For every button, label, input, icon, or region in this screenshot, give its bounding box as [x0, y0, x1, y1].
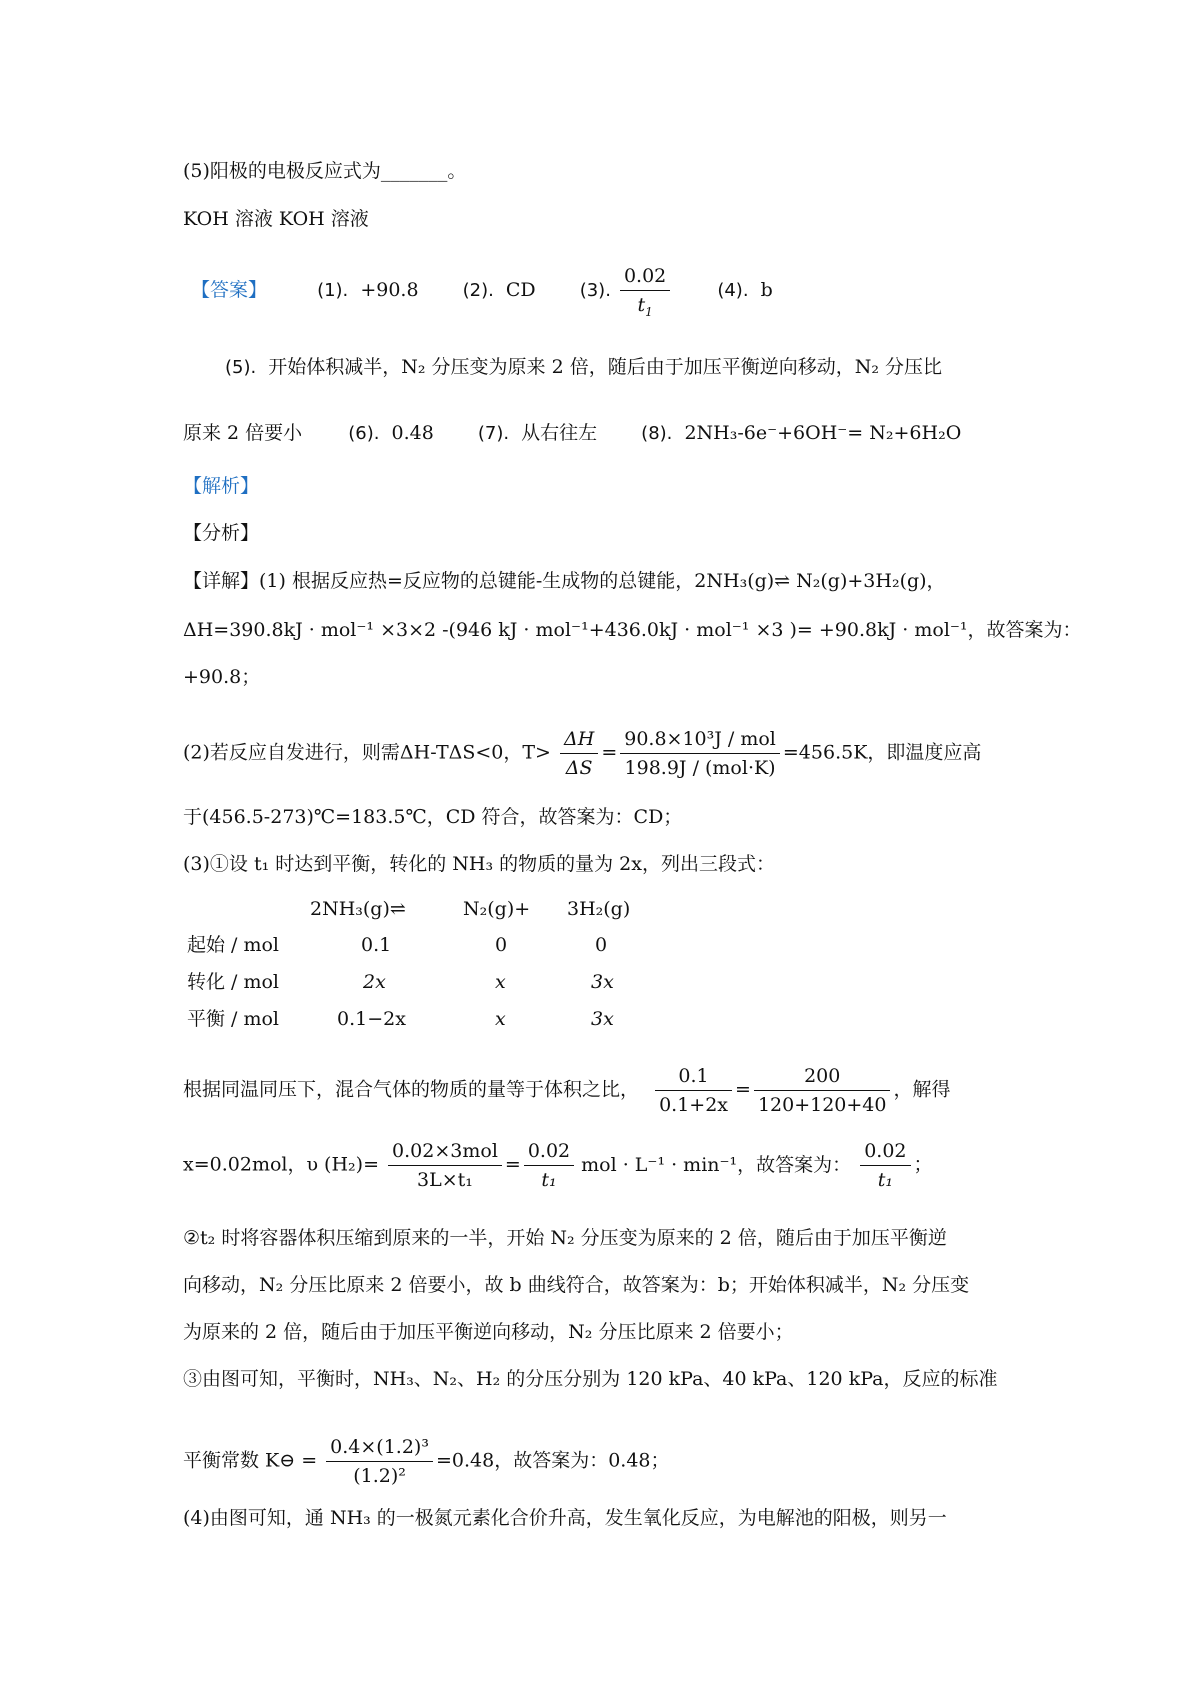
answer-3-denominator: $t_1$ — [637, 294, 653, 319]
answer-line-1 — [183, 265, 773, 319]
equilibrium-constant-result: =0.48，故答案为：0.48； — [435, 1449, 670, 1472]
answer-5-text-cont: 原来 2 倍要小 — [183, 422, 303, 444]
detail-line-3: +90.8； — [183, 666, 261, 688]
answer-5-line-1 — [225, 354, 942, 381]
answer-6-value: 0.48 — [391, 422, 434, 444]
answer-5-line-2 — [183, 420, 961, 447]
detail-line-9: ②t₂ 时将容器体积压缩到原来的一半，开始 N₂ 分压变为原来的 2 倍，随后由于加压平衡逆 — [183, 1227, 947, 1249]
rate-answer-numerator: 0.02 — [860, 1140, 910, 1166]
jiexi-heading: 【解析】 — [183, 475, 260, 497]
detail-line-1: 【详解】(1) 根据反应热=反应物的总键能-生成物的总键能，2NH₃(g)⇌ N₂(g)+3H₂(g)， — [183, 570, 946, 592]
solve-text: ，解得 — [893, 1078, 951, 1101]
answer-4-value: b — [760, 278, 773, 301]
volume-denominator: 120+120+40 — [757, 1094, 887, 1116]
table-cell: 0.1 — [361, 934, 392, 956]
mole-denominator: 0.1+2x — [659, 1094, 729, 1116]
table-row-label: 平衡 / mol — [187, 1008, 280, 1030]
volume-ratio-text: 根据同温同压下，混合气体的物质的量等于体积之比， — [183, 1078, 640, 1101]
detail-line-5: 于(456.5-273)℃=183.5℃，CD 符合，故答案为：CD； — [183, 806, 683, 828]
koh-label: KOH 溶液 KOH 溶液 — [183, 208, 369, 230]
answer-6-index: (6). — [348, 423, 380, 444]
table-cell: 0 — [495, 934, 508, 956]
table-cell: 3x — [591, 971, 614, 993]
answer-3-index: (3). — [579, 279, 611, 301]
answer-2-value: CD — [505, 278, 536, 301]
equilibrium-constant-fraction — [326, 1436, 433, 1487]
detail-line-7: 根据同温同压下，混合气体的物质的量等于体积之比， $\frac{0.1}{0.1+2x}$ = $\frac{200}{120+120+40}$ ，解得 — [183, 1065, 951, 1116]
table-cell: x — [495, 1008, 506, 1030]
answer-8-value: 2NH₃-6e⁻+6OH⁻= N₂+6H₂O — [684, 422, 962, 444]
volume-fraction — [754, 1065, 891, 1116]
spontaneity-text: (2)若反应自发进行，则需ΔH-TΔS<0，T> — [183, 741, 551, 764]
temperature-numerator: 90.8×10³J / mol — [620, 728, 780, 754]
detail-line-13 — [183, 1436, 670, 1487]
rate-numerator-2: 0.02 — [524, 1140, 574, 1166]
detail-line-4: (2)若反应自发进行，则需ΔH-TΔS<0，T> $\frac{\Delta H}{\Delta S}$ = $\frac{\text{90.8×10³J / mol}}{\text{198.9J / (mol·K)}}$ =456.5K，即温度应高 — [183, 728, 982, 779]
temperature-denominator: 198.9J / (mol·K) — [624, 757, 776, 779]
table-header-n2: N₂(g)+ — [463, 898, 531, 920]
answer-4-index: (4). — [717, 279, 749, 301]
table-header-h2: 3H₂(g) — [567, 898, 631, 920]
mole-fraction — [655, 1065, 732, 1116]
temperature-fraction — [620, 728, 780, 779]
answer-3-fraction — [620, 265, 670, 319]
ds-denominator: ΔS — [565, 757, 593, 779]
table-row-label: 转化 / mol — [187, 971, 280, 993]
detail-line-14: (4)由图可知，通 NH₃ 的一极氮元素化合价升高，发生氧化反应，为电解池的阳极，则另一 — [183, 1507, 947, 1529]
answer-1-value: +90.8 — [360, 278, 419, 301]
answer-5-text: 开始体积减半，N₂ 分压变为原来 2 倍，随后由于加压平衡逆向移动，N₂ 分压比 — [268, 356, 942, 378]
volume-numerator: 200 — [754, 1065, 891, 1091]
answer-5-index: (5). — [225, 357, 257, 378]
answer-7-value: 从右往左 — [521, 422, 598, 444]
table-cell: 0.1−2x — [337, 1008, 406, 1030]
table-header-nh3: 2NH₃(g)⇌ — [310, 898, 406, 920]
table-cell: 3x — [591, 1008, 614, 1030]
rate-denominator-1: 3L×t₁ — [417, 1169, 473, 1191]
detail-line-8: x=0.02mol，υ (H₂)= $\frac{\text{0.02×3mol}}{\text{3L×t₁}}$ = $\frac{0.02}{\text{t₁}}$ mol · L⁻¹ · min⁻¹，故答案为： $\frac{0.02}{\text{t₁}}$ ； — [183, 1140, 933, 1191]
dh-numerator: ΔH — [560, 728, 598, 754]
rate-numerator-1: 0.02×3mol — [388, 1140, 502, 1166]
k-numerator: 0.4×(1.2)³ — [326, 1436, 433, 1462]
detail-line-2: ΔH=390.8kJ · mol⁻¹ ×3×2 -(946 kJ · mol⁻¹+436.0kJ · mol⁻¹ ×3 )= +90.8kJ · mol⁻¹，故答案为： — [183, 619, 1082, 641]
fenxi-heading: 【分析】 — [183, 522, 260, 544]
answer-tag: 【答案】 — [191, 278, 268, 301]
k-denominator: (1.2)² — [353, 1465, 406, 1487]
rate-text: x=0.02mol，υ (H₂)= — [183, 1153, 379, 1176]
rate-end: ； — [913, 1153, 933, 1176]
answer-1-index: (1). — [317, 279, 349, 301]
temperature-result: =456.5K，即温度应高 — [782, 741, 982, 764]
mole-numerator: 0.1 — [655, 1065, 732, 1091]
detail-line-10: 向移动，N₂ 分压比原来 2 倍要小，故 b 曲线符合，故答案为：b；开始体积减半，N₂ 分压变 — [183, 1274, 970, 1296]
table-cell: 2x — [363, 971, 386, 993]
table-row-label: 起始 / mol — [187, 934, 280, 956]
rate-answer-denominator: t₁ — [877, 1169, 893, 1191]
equilibrium-constant-text: 平衡常数 K⊖ = — [183, 1449, 318, 1472]
dh-over-ds-fraction — [560, 728, 598, 779]
detail-line-6: (3)①设 t₁ 时达到平衡，转化的 NH₃ 的物质的量为 2x，列出三段式： — [183, 853, 775, 875]
table-cell: x — [495, 971, 506, 993]
table-cell: 0 — [595, 934, 608, 956]
detail-line-11: 为原来的 2 倍，随后由于加压平衡逆向移动，N₂ 分压比原来 2 倍要小； — [183, 1321, 794, 1343]
detail-line-12: ③由图可知，平衡时，NH₃、N₂、H₂ 的分压分别为 120 kPa、40 kPa、120 kPa，反应的标准 — [183, 1368, 998, 1390]
answer-2-index: (2). — [462, 279, 494, 301]
answer-3-numerator: 0.02 — [620, 265, 670, 291]
rate-unit-text: mol · L⁻¹ · min⁻¹，故答案为： — [581, 1153, 852, 1176]
rate-fraction-2 — [524, 1140, 574, 1191]
rate-fraction-1 — [388, 1140, 502, 1191]
answer-8-index: (8). — [641, 423, 673, 444]
answer-7-index: (7). — [477, 423, 510, 444]
question-5: (5)阳极的电极反应式为_______。 — [183, 160, 467, 182]
rate-answer-fraction — [860, 1140, 910, 1191]
rate-denominator-2: t₁ — [541, 1169, 557, 1191]
